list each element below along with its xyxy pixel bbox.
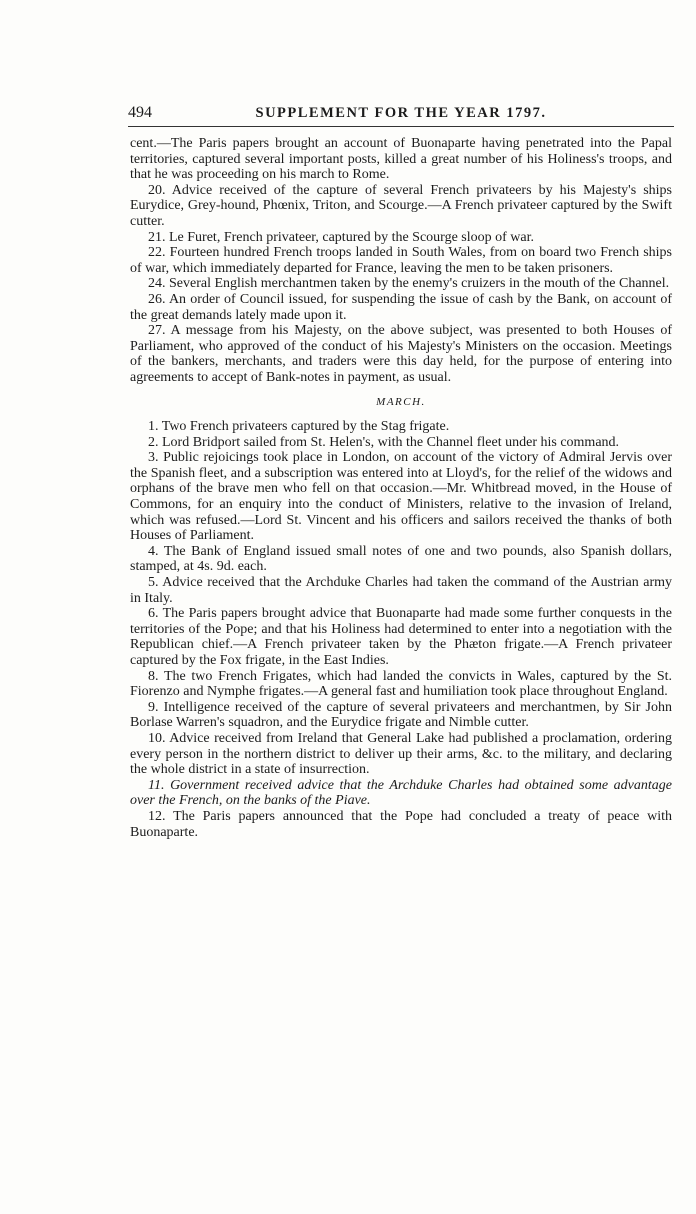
entry-mar-10: 10. Advice received from Ireland that General Lake had published a proclamation, ordering every person in the northern district to deliver up their arms, &c. to the military, and declaring the whole district in a state of insurrection. [130,730,672,778]
page-number: 494 [128,104,152,121]
entry-mar-2: 2. Lord Bridport sailed from St. Helen's, with the Channel fleet under his command. [148,434,620,450]
body-text [130,136,672,840]
entry-feb-26: 26. An order of Council issued, for suspending the issue of cash by the Bank, on account of the great demands lately made upon it. [130,291,672,323]
entry-feb-22: 22. Fourteen hundred French troops landed in South Wales, from on board two French ships of war, which immediately departed for France, leaving the men to be taken prisoners. [130,245,672,276]
entry-mar-3: 3. Public rejoicings took place in London, on account of the victory of Admiral Jervis over the Spanish fleet, and a subscription was entered into at Lloyd's, for the relief of the widows and orphans of the brave men who fell on that occasion.—Mr. Whitbread moved, in the House of Commons, for an enquiry into the conduct of Ministers, relative to the invasion of Ireland, which was refused.—Lord St. Vincent and his officers and sailors received the thanks of both Houses of Parliament. [130,450,672,544]
entry-mar-8: 8. The two French Frigates, which had landed the convicts in Wales, captured by the St. Fiorenzo and Nymphe frigates.—A general fast and humiliation took place throughout England. [130,668,672,700]
entry-feb-20: 20. Advice received of the capture of several French privateers by his Majesty's ships Eurydice, Grey-hound, Phœnix, Triton, and Scourge.—A French privateer captured by the Swift cutter. [130,182,672,229]
entry-mar-5: 5. Advice received that the Archduke Charles had taken the command of the Austrian army in Italy. [130,575,672,606]
entry-mar-11: 11. Government received advice that the Archduke Charles had obtained some advantage over the French, on the banks of the Piave. [130,777,672,809]
page-header [128,104,674,127]
entry-feb-24: 24. Several English merchantmen taken by the enemy's cruizers in the mouth of the Channel. [148,276,670,292]
paragraph-continuation: cent.—The Paris papers brought an account of Buonaparte having penetrated into the Papal territories, captured several important posts, killed a great number of his Holiness's troops, and that he was proceeding on his march to Rome. [130,136,672,183]
running-title: SUPPLEMENT FOR THE YEAR 1797. [255,105,547,121]
entry-mar-4: 4. The Bank of England issued small notes of one and two pounds, also Spanish dollars, stamped, at 4s. 9d. each. [130,543,672,575]
section-heading-march: MARCH. [376,395,426,408]
entry-feb-27: 27. A message from his Majesty, on the above subject, was presented to both Houses of Parliament, who approved of the conduct of his Majesty's Ministers on the occasion. Meetings of the bankers, merchants, and traders were this day held, for the purpose of entering into agreements to accept of Bank-notes in payment, as usual. [130,323,672,385]
entry-mar-6: 6. The Paris papers brought advice that Buonaparte had made some further conquests in the territories of the Pope; and that his Holiness had determined to enter into a negotiation with the Republican chief.—A French privateer taken by the Phæton frigate.—A French privateer captured by the Fox frigate, in the East Indies. [130,606,672,668]
entry-mar-9: 9. Intelligence received of the capture of several privateers and merchantmen, by Sir John Borlase Warren's squadron, and the Eurydice frigate and Nimble cutter. [130,699,672,731]
entry-mar-1: 1. Two French privateers captured by the Stag frigate. [148,419,450,435]
entry-feb-21: 21. Le Furet, French privateer, captured by the Scourge sloop of war. [148,229,535,245]
entry-mar-12: 12. The Paris papers announced that the Pope had concluded a treaty of peace with Buonaparte. [130,808,672,840]
